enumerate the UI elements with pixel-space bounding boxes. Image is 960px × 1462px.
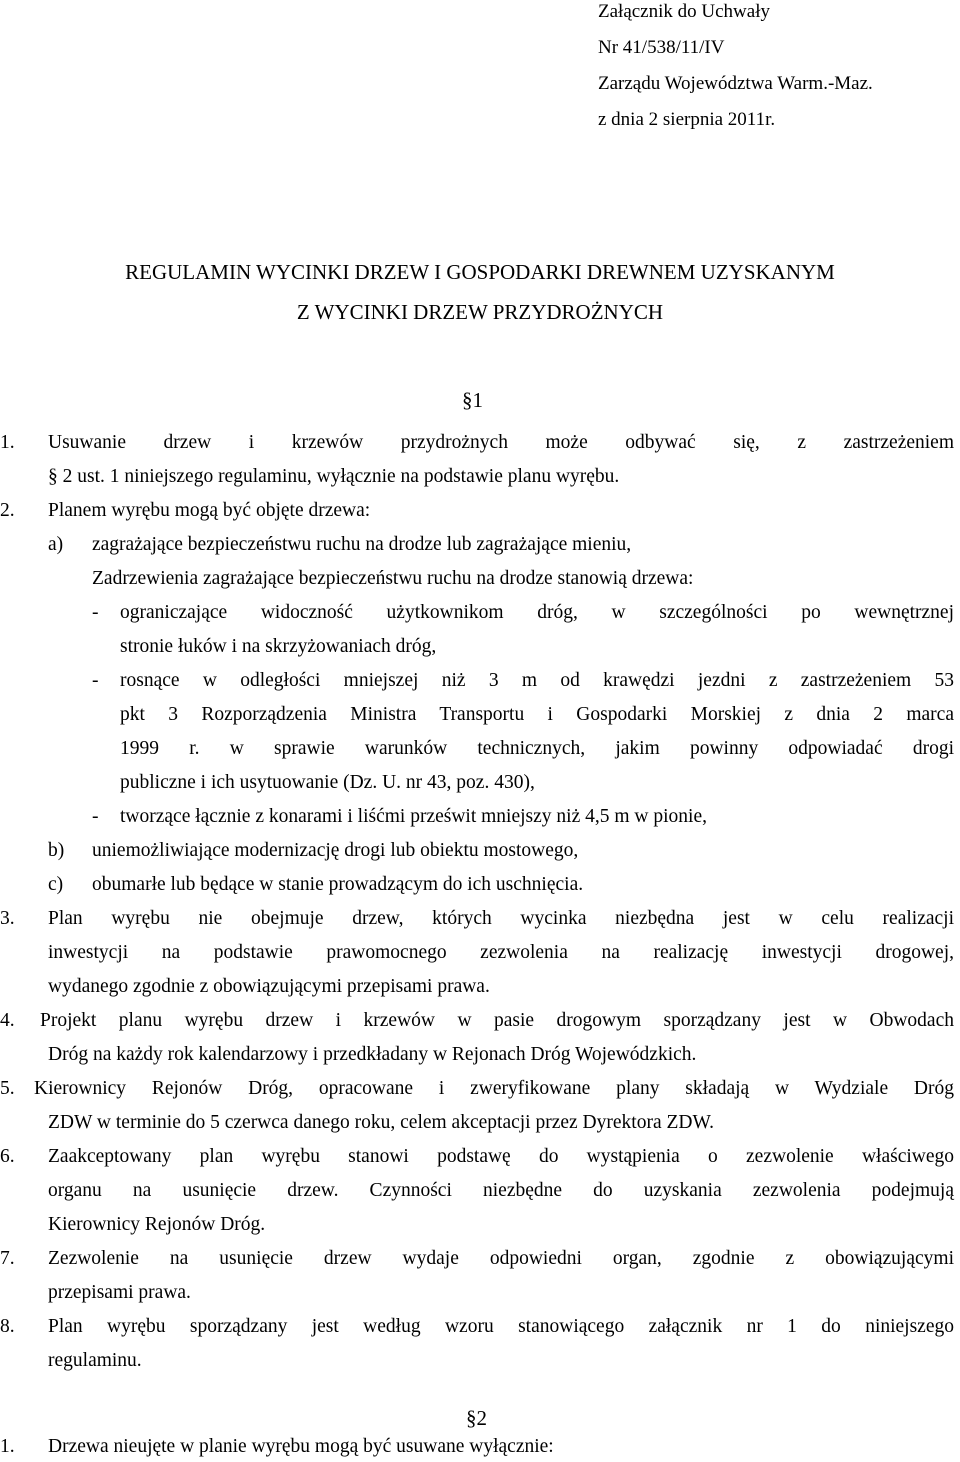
dash-1-line-2: stronie łuków i na skrzyżowaniach dróg, — [120, 636, 437, 657]
item-2-line-1: Planem wyrębu mogą być objęte drzewa: — [48, 500, 371, 521]
dash-2-marker: - — [92, 670, 99, 691]
dash-2-line-2: pkt 3 Rozporządzenia Ministra Transportu i Gospodarki Morskiej z dnia 2 marca — [120, 704, 954, 725]
section-sign-icon: § — [48, 466, 58, 487]
item-1-line-1: Usuwanie drzew i krzewów przydrożnych może odbywać się, z zastrzeżeniem — [48, 432, 954, 453]
item-5-number: 5. — [0, 1078, 15, 1099]
item-2-number: 2. — [0, 500, 15, 521]
item-6-number: 6. — [0, 1146, 15, 1167]
section-2-item-1-text: Drzewa nieujęte w planie wyrębu mogą być usuwane wyłącznie: — [48, 1436, 554, 1457]
header-line-1: Załącznik do Uchwały — [598, 1, 770, 22]
item-3-number: 3. — [0, 908, 15, 929]
item-8-line-2: regulaminu. — [48, 1350, 142, 1371]
sub-a-label: a) — [48, 534, 64, 555]
sub-b-text: uniemożliwiające modernizację drogi lub obiektu mostowego, — [92, 840, 579, 861]
dash-2-line-1: rosnące w odległości mniejszej niż 3 m od krawędzi jezdni z zastrzeżeniem 53 — [120, 670, 954, 691]
item-6-line-3: Kierownicy Rejonów Dróg. — [48, 1214, 266, 1235]
item-6-line-2: organu na usunięcie drzew. Czynności niezbędne do uzyskania zezwolenia podejmują — [48, 1180, 954, 1201]
item-7-number: 7. — [0, 1248, 15, 1269]
document-title-line-2: Z WYCINKI DRZEW PRZYDROŻNYCH — [296, 300, 664, 324]
header-line-3: Zarządu Województwa Warm.-Maz. — [598, 73, 873, 94]
sub-a-line-1: zagrażające bezpieczeństwu ruchu na drodze lub zagrażające mieniu, — [92, 534, 632, 555]
item-5-line-2: ZDW w terminie do 5 czerwca danego roku, celem akceptacji przez Dyrektora ZDW. — [48, 1112, 714, 1133]
item-4-line-2: Dróg na każdy rok kalendarzowy i przedkładany w Rejonach Dróg Wojewódzkich. — [48, 1044, 697, 1065]
dash-1-marker: - — [92, 602, 99, 623]
item-6-line-1: Zaakceptowany plan wyrębu stanowi podstawę do wystąpienia o zezwolenie właściwego — [48, 1146, 954, 1167]
sub-a-line-2: Zadrzewienia zagrażające bezpieczeństwu ruchu na drodze stanowią drzewa: — [92, 568, 694, 589]
section-2-item-1-number: 1. — [0, 1436, 15, 1457]
item-1-line-2: § 2 ust. 1 niniejszego regulaminu, wyłącznie na podstawie planu wyrębu. — [48, 466, 620, 487]
dash-2-line-3: 1999 r. w sprawie warunków technicznych, jakim powinny odpowiadać drogi — [120, 738, 954, 759]
header-line-2: Nr 41/538/11/IV — [598, 37, 725, 58]
header-line-4: z dnia 2 sierpnia 2011r. — [598, 109, 776, 130]
section-sign-icon: § — [462, 388, 473, 412]
sub-c-text: obumarłe lub będące w stanie prowadzącym do ich uschnięcia. — [92, 874, 584, 895]
item-3-line-2: inwestycji na podstawie prawomocnego zezwolenia na realizację inwestycji drogowej, — [48, 942, 954, 963]
item-4-number: 4. — [0, 1010, 15, 1031]
item-7-line-2: przepisami prawa. — [48, 1282, 191, 1303]
section-1-heading: §1 — [462, 388, 483, 412]
dash-3-line-1: tworzące łącznie z konarami i liśćmi prześwit mniejszy niż 4,5 m w pionie, — [120, 806, 707, 827]
item-3-line-3: wydanego zgodnie z obowiązującymi przepisami prawa. — [48, 976, 490, 997]
dash-1-line-1: ograniczające widoczność użytkownikom dróg, w szczególności po wewnętrznej — [120, 602, 954, 623]
item-8-number: 8. — [0, 1316, 15, 1337]
item-1-number: 1. — [0, 432, 15, 453]
dash-3-marker: - — [92, 806, 99, 827]
item-3-line-1: Plan wyrębu nie obejmuje drzew, których wycinka niezbędna jest w celu realizacji — [48, 908, 954, 929]
document-title-line-1: REGULAMIN WYCINKI DRZEW I GOSPODARKI DREWNEM UZYSKANYM — [125, 260, 835, 284]
sub-c-label: c) — [48, 874, 64, 895]
item-7-line-1: Zezwolenie na usunięcie drzew wydaje odpowiedni organ, zgodnie z obowiązującymi — [48, 1248, 954, 1269]
section-sign-icon: § — [466, 1406, 477, 1430]
sub-b-label: b) — [48, 840, 65, 861]
item-8-line-1: Plan wyrębu sporządzany jest według wzoru stanowiącego załącznik nr 1 do niniejszego — [48, 1316, 954, 1337]
item-5-line-1: Kierownicy Rejonów Dróg, opracowane i zweryfikowane plany składają w Wydziale Dróg — [34, 1078, 954, 1099]
dash-2-line-4: publiczne i ich usytuowanie (Dz. U. nr 43, poz. 430), — [120, 772, 535, 793]
item-4-line-1: Projekt planu wyrębu drzew i krzewów w pasie drogowym sporządzany jest w Obwodach — [40, 1010, 954, 1031]
section-2-heading: §2 — [466, 1406, 487, 1430]
